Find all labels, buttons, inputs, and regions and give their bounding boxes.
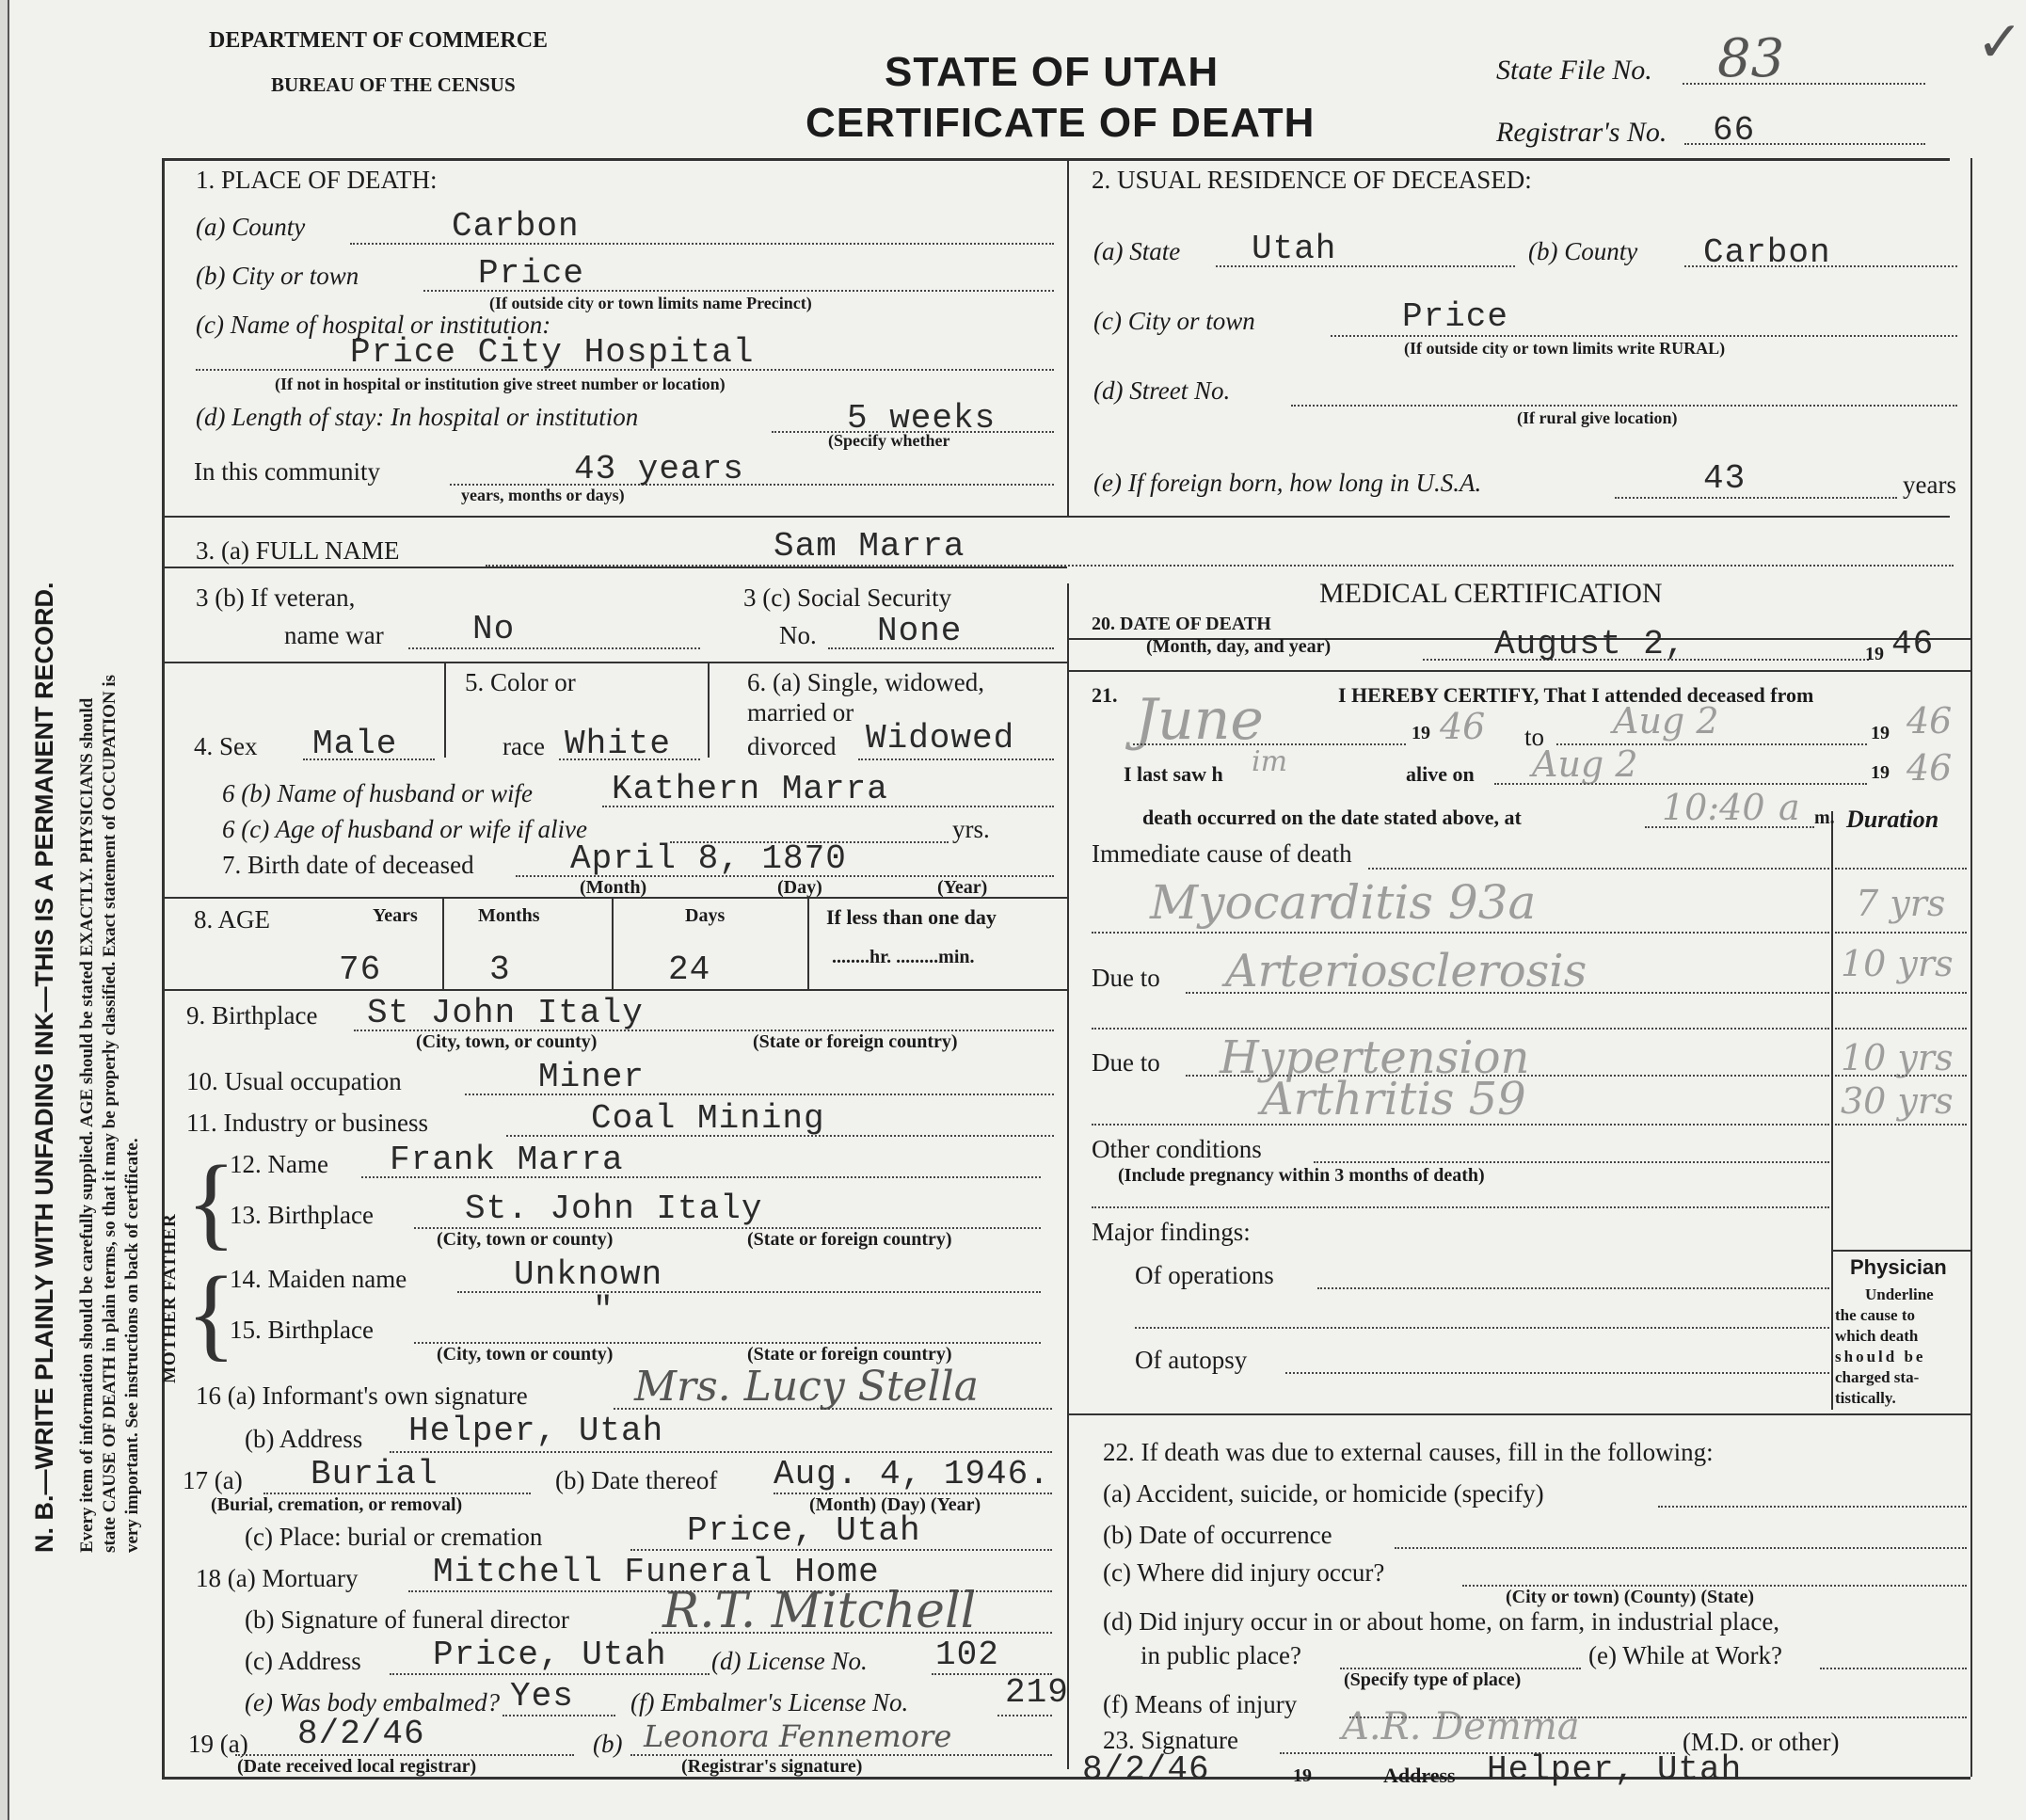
community-label: In this community	[194, 457, 380, 486]
place-heading: 1. PLACE OF DEATH:	[196, 166, 438, 194]
birth-date-label: 7. Birth date of deceased	[222, 851, 474, 879]
doctor-signature: A.R. Demma	[1342, 1705, 1580, 1748]
attended-to-year: 46	[1906, 700, 1953, 742]
alive-on-year: 46	[1906, 747, 1953, 789]
informant-address-value: Helper, Utah	[408, 1412, 664, 1450]
attended-to-hand: Aug 2	[1613, 700, 1719, 742]
lastsaw-hand: im	[1252, 745, 1288, 778]
mother-name-value: Unknown	[514, 1255, 663, 1294]
spouse-label: 6 (b) Name of husband or wife	[222, 779, 533, 807]
mother-name-label: 14. Maiden name	[230, 1265, 407, 1293]
bureau-label: BUREAU OF THE CENSUS	[271, 73, 516, 96]
burial-note: (Burial, cremation, or removal)	[211, 1494, 463, 1515]
doctor-sig-year-pre: 19	[1293, 1765, 1312, 1786]
dod-year-prefix: 19	[1865, 644, 1884, 664]
birthplace-value: St John Italy	[367, 994, 644, 1032]
certificate-sheet	[8, 0, 2026, 1820]
title-certificate: CERTIFICATE OF DEATH	[806, 100, 1316, 146]
father-brace: {	[186, 1144, 236, 1259]
industry-label: 11. Industry or business	[186, 1109, 428, 1137]
city-value: Price	[478, 254, 585, 293]
stay-label: (d) Length of stay: In hospital or institution	[196, 403, 639, 431]
burial-label: 17 (a)	[183, 1466, 243, 1494]
hospital-value: Price City Hospital	[350, 333, 755, 372]
county-label: (a) County	[196, 213, 306, 241]
license-value: 102	[935, 1636, 999, 1674]
physician-note-4: should be	[1835, 1348, 1926, 1365]
community-note: years, months or days)	[461, 486, 625, 504]
lastsaw-label: I last saw h	[1124, 762, 1223, 786]
residence-heading: 2. USUAL RESIDENCE OF DECEASED:	[1092, 166, 1532, 194]
father-name-label: 12. Name	[230, 1150, 328, 1178]
mother-brace: {	[186, 1255, 236, 1370]
birth-date-value: April 8, 1870	[570, 839, 847, 878]
physician-note-3: which death	[1835, 1327, 1919, 1345]
alive-on-label: alive on	[1406, 762, 1475, 786]
birth-month-note: (Month)	[580, 877, 647, 898]
marital-label-1: 6. (a) Single, widowed,	[747, 668, 984, 696]
spouse-age-label: 6 (c) Age of husband or wife if alive	[222, 815, 587, 843]
age-years-label: Years	[373, 905, 418, 926]
due2-duration: 10 yrs	[1841, 1037, 1954, 1078]
sex-label: 4. Sex	[194, 732, 258, 760]
immediate-duration: 7 yrs	[1856, 883, 1946, 924]
due2-value: Hypertension	[1220, 1031, 1530, 1084]
title-state: STATE OF UTAH	[885, 49, 1220, 95]
immediate-cause-label: Immediate cause of death	[1092, 839, 1352, 868]
due3-duration: 30 yrs	[1841, 1080, 1954, 1122]
attended-from-year: 46	[1440, 706, 1486, 747]
embalmed-value: Yes	[510, 1677, 574, 1716]
registrar-no-label: Registrar's No.	[1496, 117, 1667, 148]
race-value: White	[565, 725, 672, 763]
burial-date-value: Aug. 4, 1946.	[774, 1455, 1050, 1493]
burial-place-label: (c) Place: burial or cremation	[245, 1523, 543, 1551]
dod-label-2: (Month, day, and year)	[1146, 636, 1332, 657]
doctor-sig-label: 23. Signature	[1103, 1726, 1238, 1754]
dept-label: DEPARTMENT OF COMMERCE	[209, 28, 549, 53]
registrar-date: 8/2/46	[297, 1715, 425, 1753]
other-conditions-label: Other conditions	[1092, 1135, 1262, 1163]
spouse-value: Kathern Marra	[612, 770, 888, 808]
emb-license-label: (f) Embalmer's License No.	[630, 1688, 909, 1716]
age-label: 8. AGE	[194, 905, 270, 934]
external-f-label: (f) Means of injury	[1103, 1690, 1298, 1718]
ss-value: None	[877, 612, 963, 650]
ss-label-2: No.	[779, 621, 817, 649]
director-signature: R.T. Mitchell	[662, 1583, 977, 1639]
age-years-value: 76	[339, 950, 382, 989]
birthplace-state-note: (State or foreign country)	[753, 1031, 958, 1052]
burial-place-value: Price, Utah	[687, 1511, 921, 1550]
color-label-1: 5. Color or	[465, 668, 576, 696]
dod-year: 46	[1891, 625, 1935, 663]
res-state-value: Utah	[1252, 230, 1337, 268]
external-e-label: (e) While at Work?	[1588, 1641, 1782, 1669]
age-months-value: 3	[489, 950, 511, 989]
doctor-address-label: Address	[1383, 1764, 1456, 1787]
certify-label: I HEREBY CERTIFY, That I attended deceased from	[1338, 683, 1814, 707]
mother-bp-city-note: (City, town or county)	[437, 1344, 614, 1365]
check-mark: ✓	[1976, 11, 2024, 73]
due1-label: Due to	[1092, 964, 1160, 992]
attended-to-label: to	[1524, 723, 1545, 751]
spouse-age-yrs: yrs.	[952, 815, 990, 843]
attended-from-year-pre: 19	[1412, 723, 1430, 743]
marital-label-3: divorced	[747, 732, 837, 760]
city-note: (If outside city or town limits name Precinct)	[489, 294, 812, 312]
dod-label-1: 20. DATE OF DEATH	[1092, 614, 1271, 634]
certify-number: 21.	[1092, 683, 1118, 707]
registrar-signature: Leonora Fennemore	[644, 1718, 952, 1754]
registrar-number: 66	[1713, 111, 1756, 150]
stay-value: 5 weeks	[847, 399, 997, 438]
mother-bp-value: "	[593, 1291, 614, 1330]
occurred-label: death occurred on the date stated above, at	[1142, 806, 1522, 829]
age-less-label: If less than one day	[826, 905, 997, 929]
external-c-note: (City or town) (County) (State)	[1506, 1587, 1755, 1607]
hospital-note: (If not in hospital or institution give street number or location)	[275, 375, 726, 393]
attended-to-year-pre: 19	[1871, 723, 1890, 743]
res-years-label: years	[1903, 471, 1956, 499]
mortuary-value: Mitchell Funeral Home	[433, 1553, 880, 1591]
race-label: race	[503, 732, 545, 760]
physician-note-1: Underline	[1865, 1285, 1934, 1303]
father-bp-label: 13. Birthplace	[230, 1201, 374, 1229]
sex-value: Male	[312, 725, 398, 763]
birth-day-note: (Day)	[777, 877, 822, 898]
margin-instruction-3: very important. See instructions on back of certificate.	[122, 1138, 142, 1553]
burial-value: Burial	[311, 1455, 439, 1493]
mother-bp-state-note: (State or foreign country)	[747, 1344, 952, 1365]
industry-value: Coal Mining	[591, 1099, 825, 1138]
res-city-label: (c) City or town	[1093, 307, 1255, 335]
due1-value: Arteriosclerosis	[1225, 945, 1587, 998]
occupation-value: Miner	[538, 1058, 646, 1096]
external-d-note: (Specify type of place)	[1344, 1669, 1522, 1690]
age-hr-label: ........hr. .........min.	[832, 947, 975, 967]
birthplace-city-note: (City, town, or county)	[416, 1031, 598, 1052]
res-foreign-value: 43	[1703, 459, 1747, 498]
marital-label-2: married or	[747, 698, 854, 726]
father-bp-value: St. John Italy	[465, 1189, 763, 1228]
doctor-md-label: (M.D. or other)	[1683, 1728, 1840, 1756]
autopsy-label: Of autopsy	[1135, 1346, 1248, 1374]
full-name-value: Sam Marra	[774, 527, 965, 566]
doctor-address: Helper, Utah	[1487, 1750, 1743, 1789]
external-d-label-1: (d) Did injury occur in or about home, on farm, in industrial place,	[1103, 1607, 1780, 1636]
physician-note-6: tistically.	[1835, 1389, 1896, 1407]
res-city-note: (If outside city or town limits write RURAL)	[1404, 339, 1726, 358]
major-findings-label: Major findings:	[1092, 1218, 1251, 1246]
margin-instruction-2: state CAUSE OF DEATH in plain terms, so that it may be properly classified. Exact statement of OCCUPATION is	[100, 674, 120, 1553]
age-days-value: 24	[668, 950, 711, 989]
mortuary-address-label: (c) Address	[245, 1647, 361, 1675]
external-heading: 22. If death was due to external causes, fill in the following:	[1103, 1438, 1714, 1466]
alive-on-hand: Aug 2	[1532, 743, 1638, 785]
operations-label: Of operations	[1135, 1261, 1274, 1289]
mortuary-label: 18 (a) Mortuary	[196, 1564, 359, 1592]
informant-signature: Mrs. Lucy Stella	[634, 1363, 979, 1411]
state-file-number: 83	[1717, 28, 1785, 89]
due2-label: Due to	[1092, 1048, 1160, 1077]
external-c-label: (c) Where did injury occur?	[1103, 1558, 1385, 1587]
burial-date-label: (b) Date thereof	[555, 1466, 718, 1494]
license-label: (d) License No.	[711, 1647, 868, 1675]
parents-side-label: MOTHER FATHER	[160, 1213, 180, 1383]
ss-label-1: 3 (c) Social Security	[743, 583, 952, 612]
marital-value: Widowed	[866, 719, 1015, 758]
occurred-time: 10:40	[1662, 787, 1765, 828]
burial-date-note: (Month) (Day) (Year)	[809, 1494, 981, 1515]
embalmed-label: (e) Was body embalmed?	[245, 1688, 501, 1716]
alive-on-year-pre: 19	[1871, 762, 1890, 783]
doctor-sig-date: 8/2/46	[1082, 1750, 1210, 1789]
occupation-label: 10. Usual occupation	[186, 1067, 402, 1095]
county-value: Carbon	[452, 207, 580, 246]
duration-header: Duration	[1846, 806, 1939, 833]
margin-nb-text: N. B.—WRITE PLAINLY WITH UNFADING INK—THIS IS A PERMANENT RECORD.	[30, 582, 58, 1553]
city-label: (b) City or town	[196, 262, 359, 290]
registrar-date-note: (Date received local registrar)	[237, 1756, 477, 1777]
occurred-ampm: a	[1779, 787, 1800, 828]
age-months-label: Months	[478, 905, 540, 926]
informant-address-label: (b) Address	[245, 1425, 363, 1453]
medical-heading: MEDICAL CERTIFICATION	[1319, 578, 1663, 609]
due3-value: Arthritis 59	[1261, 1073, 1526, 1126]
res-city-value: Price	[1402, 297, 1509, 336]
external-b-label: (b) Date of occurrence	[1103, 1521, 1332, 1549]
res-street-note: (If rural give location)	[1517, 408, 1678, 427]
father-name-value: Frank Marra	[390, 1141, 624, 1179]
mortuary-address-value: Price, Utah	[433, 1636, 667, 1674]
veteran-value: No	[472, 610, 516, 648]
res-state-label: (a) State	[1093, 237, 1181, 265]
informant-sig-label: 16 (a) Informant's own signature	[196, 1381, 528, 1410]
physician-label: Physician	[1850, 1255, 1947, 1279]
physician-note-5: charged sta-	[1835, 1368, 1920, 1386]
stay-note: (Specify whether	[828, 431, 950, 450]
res-street-label: (d) Street No.	[1093, 376, 1231, 405]
state-file-label: State File No.	[1496, 55, 1652, 86]
mother-bp-label: 15. Birthplace	[230, 1316, 374, 1344]
attended-from-hand: June	[1135, 687, 1264, 753]
external-d-label-2: in public place?	[1141, 1641, 1301, 1669]
veteran-label-1: 3 (b) If veteran,	[196, 583, 356, 612]
registrar-sig-label: (b)	[593, 1730, 623, 1758]
father-bp-city-note: (City, town or county)	[437, 1229, 614, 1250]
emb-license-value: 219	[1005, 1673, 1069, 1712]
father-bp-state-note: (State or foreign country)	[747, 1229, 952, 1250]
physician-note-2: the cause to	[1835, 1306, 1915, 1324]
registrar-label: 19 (a)	[188, 1730, 248, 1758]
birth-year-note: (Year)	[937, 877, 988, 898]
due1-duration: 10 yrs	[1841, 943, 1954, 984]
res-foreign-label: (e) If foreign born, how long in U.S.A.	[1093, 469, 1482, 497]
veteran-label-2: name war	[284, 621, 384, 649]
full-name-label: 3. (a) FULL NAME	[196, 536, 400, 565]
occurred-m: m.	[1814, 807, 1835, 828]
immediate-cause-value: Myocarditis 93a	[1150, 875, 1537, 930]
res-county-value: Carbon	[1703, 233, 1831, 272]
age-days-label: Days	[685, 905, 726, 926]
registrar-sig-note: (Registrar's signature)	[681, 1756, 863, 1777]
hospital-label: (c) Name of hospital or institution:	[196, 311, 551, 339]
director-sig-label: (b) Signature of funeral director	[245, 1605, 569, 1634]
res-county-label: (b) County	[1528, 237, 1638, 265]
other-conditions-note: (Include pregnancy within 3 months of death)	[1118, 1165, 1485, 1186]
birthplace-label: 9. Birthplace	[186, 1001, 318, 1030]
dod-value: August 2,	[1494, 625, 1686, 663]
external-a-label: (a) Accident, suicide, or homicide (specify)	[1103, 1479, 1544, 1508]
community-value: 43 years	[574, 450, 744, 488]
margin-instruction-1: Every item of information should be carefully supplied. AGE should be stated EXACTLY. PHYSICIANS should	[77, 697, 97, 1553]
